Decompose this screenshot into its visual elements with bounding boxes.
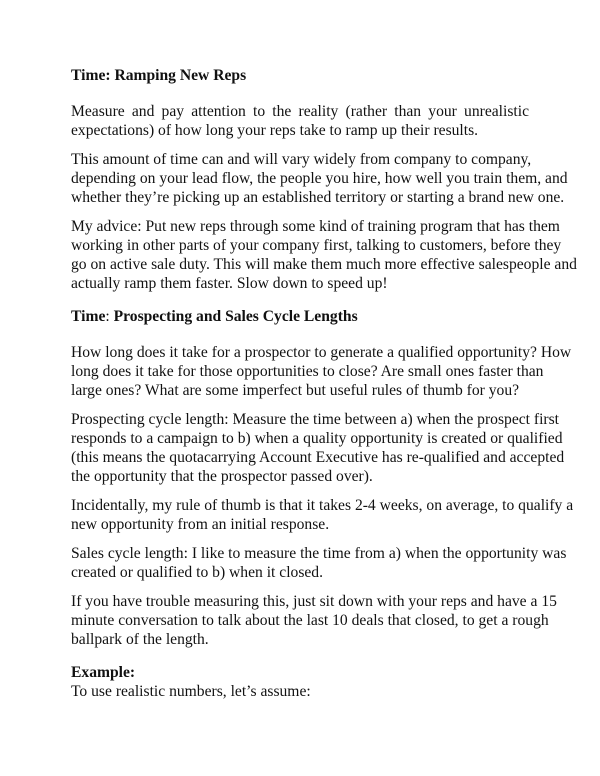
paragraph-line: If you have trouble measuring this, just sit down with your reps and have a 15 <box>71 593 557 610</box>
paragraph-line: the opportunity that the prospector passed over). <box>71 468 373 485</box>
paragraph-line: This amount of time can and will vary widely from company to company, <box>71 151 532 168</box>
paragraph-line: new opportunity from an initial response. <box>71 516 330 533</box>
heading-part: Prospecting and Sales Cycle Lengths <box>113 308 358 325</box>
paragraph-line: working in other parts of your company first, talking to customers, before they <box>71 237 562 254</box>
paragraph <box>71 150 568 207</box>
paragraph-line: (this means the quotacarrying Account Executive has re-qualified and accepted <box>71 449 565 466</box>
example-block <box>71 663 529 701</box>
paragraph <box>71 410 565 486</box>
paragraph <box>71 217 577 293</box>
paragraph <box>71 102 529 140</box>
paragraph-line: depending on your lead flow, the people you hire, how well you train them, and <box>71 170 568 187</box>
paragraph-line: responds to a campaign to b) when a quality opportunity is created or qualified <box>71 430 563 447</box>
paragraph-line: Prospecting cycle length: Measure the time between a) when the prospect first <box>71 411 560 428</box>
paragraph-line: large ones? What are some imperfect but useful rules of thumb for you? <box>71 382 520 399</box>
paragraph-line: expectations) of how long your reps take to ramp up their results. <box>71 122 479 139</box>
document-page <box>71 66 577 701</box>
paragraph-line: Sales cycle length: I like to measure the time from a) when the opportunity was <box>71 545 567 562</box>
section-prospecting <box>71 343 574 649</box>
paragraph-line: Measure and pay attention to the reality (rather than your unrealistic <box>71 103 529 120</box>
paragraph <box>71 592 557 649</box>
paragraph-line: created or qualified to b) when it closed. <box>71 564 324 581</box>
paragraph <box>71 343 572 400</box>
example-label: Example: <box>71 664 136 681</box>
paragraph-line: ballpark of the length. <box>71 631 209 648</box>
paragraph-line: actually ramp them faster. Slow down to speed up! <box>71 275 388 292</box>
heading-part: Time <box>71 308 106 325</box>
example-text: To use realistic numbers, let’s assume: <box>71 683 311 700</box>
heading-ramping-new-reps: Time: Ramping New Reps <box>71 67 247 84</box>
paragraph <box>71 544 567 582</box>
paragraph-line: minute conversation to talk about the last 10 deals that closed, to get a rough <box>71 612 549 629</box>
paragraph-line: Incidentally, my rule of thumb is that it takes 2-4 weeks, on average, to qualify a <box>71 497 574 514</box>
paragraph <box>71 496 574 534</box>
heading-colon: : <box>105 308 114 325</box>
section-ramping <box>71 102 577 293</box>
paragraph-line: My advice: Put new reps through some kind of training program that has them <box>71 218 560 235</box>
paragraph-line: How long does it take for a prospector to generate a qualified opportunity? How <box>71 344 572 361</box>
paragraph-line: go on active sale duty. This will make them much more effective salespeople and <box>71 256 577 273</box>
paragraph-line: whether they’re picking up an established territory or starting a brand new one. <box>71 189 565 206</box>
paragraph-line: long does it take for those opportunities to close? Are small ones faster than <box>71 363 544 380</box>
heading-prospecting-sales-cycle <box>71 307 529 326</box>
